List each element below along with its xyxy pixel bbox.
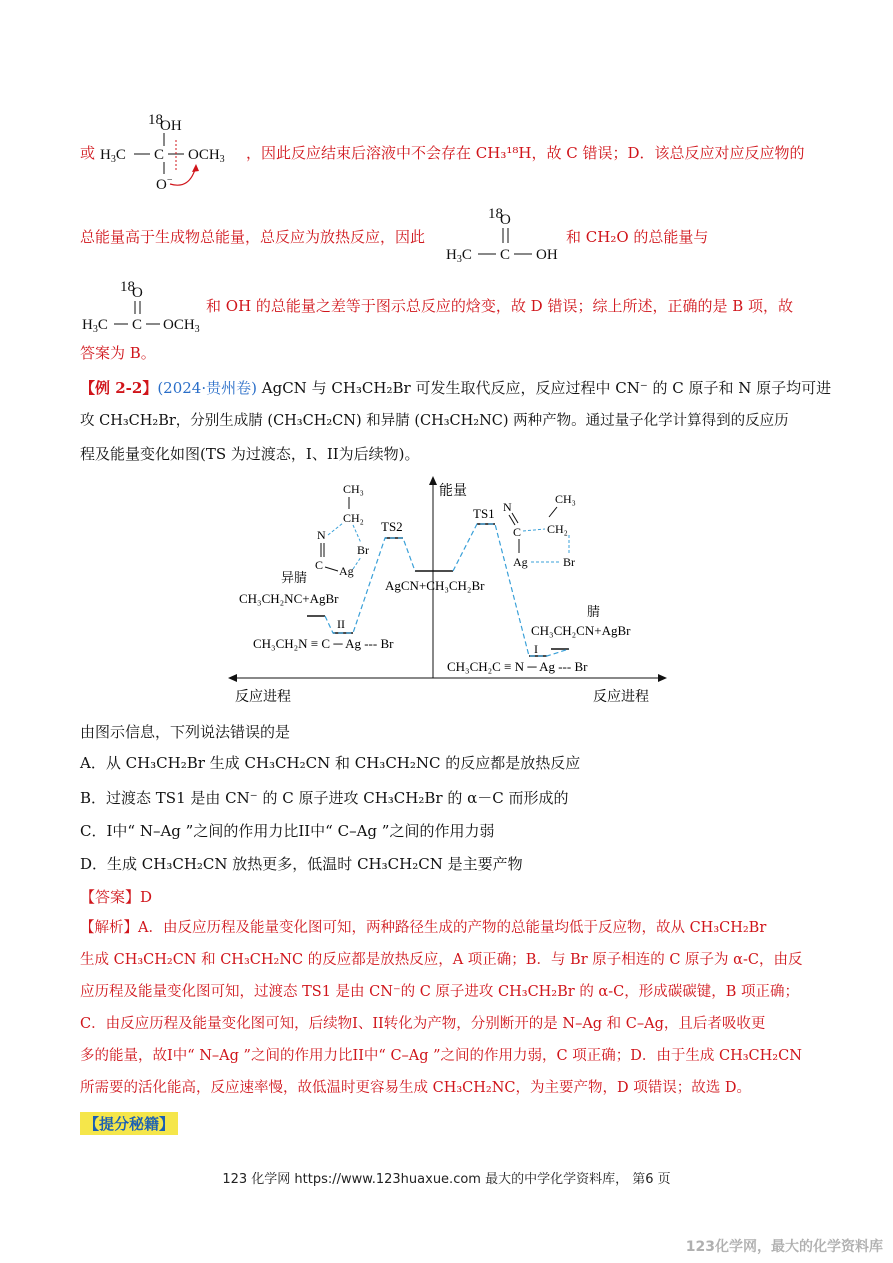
solution-line-2 (80, 226, 425, 248)
ts1-label: TS1 (473, 506, 495, 521)
question-stem: 由图示信息，下列说法错误的是 (80, 723, 291, 741)
solution-line-4 (80, 342, 156, 364)
svg-text:OCH3: $OCH_3$ (163, 317, 200, 335)
solution-line-3 (206, 295, 793, 317)
ts1-ag: Ag (513, 555, 528, 569)
example-stem-text: 攻 CH₃CH₂Br，分别生成腈 (CH₃CH₂CN) 和异腈 (CH₃CH₂NC) 两种产物。通过量子化学计算得到的反应历 (80, 413, 789, 429)
i-label: I (534, 642, 538, 656)
example-stem-line-1 (80, 377, 831, 399)
svg-text:O: O (132, 285, 143, 301)
i-structure: CH₃CH₂C ≡ N ─ Ag --- Br (447, 659, 588, 674)
ts2-n: N (317, 528, 326, 542)
nitrile-label: 腈 (587, 604, 601, 619)
reactant-label: AgCN+CH₃CH₂Br (385, 578, 485, 593)
svg-text:O−: O− (156, 175, 173, 193)
analysis-line-5: 多的能量，故I中“ N–Ag ”之间的作用力比II中“ C–Ag ”之间的作用力弱，C 项正确；D．由于生成 CH₃CH₂CN (80, 1048, 802, 1064)
analysis-line-6: 所需要的活化能高，反应速率慢，故低温时更容易生成 CH₃CH₂NC，为主要产物，D 项错误；故选 D。 (80, 1080, 751, 1096)
solution-prefix-or: 或 (80, 144, 96, 162)
page-footer: 123 化学网 https://www.123huaxue.com 最大的中学化学资料库， 第6 页 (222, 1172, 671, 1187)
right-axis-label: 反应进程 (593, 690, 649, 705)
left-axis-label: 反应进程 (235, 690, 291, 705)
answer: 【答案】D (80, 888, 153, 906)
svg-text:C: C (132, 317, 143, 333)
option-b: B．过渡态 TS1 是由 CN⁻ 的 C 原子进攻 CH₃CH₂Br 的 α－C 而形成的 (80, 789, 569, 807)
solution-text: ，因此反应结束后溶液中不会存在 CH₃¹⁸H，故 C 错误；D．该总反应对应反应物的 (246, 144, 805, 162)
ts1-br: Br (563, 555, 575, 569)
nitrile-product: CH₃CH₂CN+AgBr (531, 623, 631, 638)
solution-line-1 (80, 142, 95, 164)
solution-text: 答案为 B。 (80, 344, 156, 362)
ii-label: II (337, 617, 345, 631)
svg-text:C: C (500, 247, 511, 263)
example-stem-line-2 (80, 410, 789, 432)
ts2-ch2: CH₂ (343, 511, 364, 525)
ii-structure: CH₃CH₂N ≡ C ─ Ag --- Br (253, 636, 394, 651)
example-stem-text: 程及能量变化如图(TS 为过渡态，I、II为后续物)。 (80, 445, 420, 463)
svg-text:18: 18 (148, 112, 163, 128)
solution-line-2b (566, 226, 708, 248)
svg-text:H3C: $H_3C$ (100, 147, 126, 165)
option-a: A．从 CH₃CH₂Br 生成 CH₃CH₂CN 和 CH₃CH₂NC 的反应都是放热反应 (80, 754, 581, 772)
svg-text:18: 18 (120, 279, 135, 295)
structure-orthoester-intermediate (98, 110, 248, 195)
example-tag: 【例 2-2】 (80, 379, 158, 397)
svg-text:C: C (154, 147, 165, 163)
solution-text: 和 CH₂O 的总能量与 (566, 228, 709, 246)
isonitrile-label: 异腈 (281, 570, 308, 585)
ts1-ch2: CH₂ (547, 522, 568, 536)
solution-text: 和 OH 的总能量之差等于图示总反应的焓变，故 D 错误；综上所述，正确的是 B 项，故 (206, 297, 794, 315)
svg-text:OH: OH (536, 247, 558, 263)
ts2-label: TS2 (381, 519, 403, 534)
ts2-c: C (315, 558, 324, 572)
svg-text:OCH3: $OCH_3$ (188, 147, 225, 165)
ts2-ag: Ag (339, 564, 354, 578)
watermark: 123化学网，最大的化学资料库 (685, 1239, 883, 1255)
svg-text:H3C: $H_3C$ (446, 247, 472, 265)
ts1-ch3: CH₃ (555, 492, 576, 506)
tip-section-label: 【提分秘籍】 (80, 1112, 178, 1135)
option-c: C．I中“ N–Ag ”之间的作用力比II中“ C–Ag ”之间的作用力弱 (80, 822, 495, 840)
energy-profile-diagram (225, 473, 670, 713)
example-stem-text: AgCN 与 CH₃CH₂Br 可发生取代反应，反应过程中 CN⁻ 的 C 原子和 N 原子均可进 (261, 379, 832, 397)
structure-acetic-acid-18o (444, 205, 569, 267)
solution-line-1-rest (246, 142, 805, 164)
svg-text:O: O (500, 212, 511, 228)
ts1-n: N (503, 500, 512, 514)
analysis-line-4: C．由反应历程及能量变化图可知，后续物I、II转化为产物，分别断开的是 N–Ag 和 C–Ag，且后者吸收更 (80, 1016, 766, 1032)
ts1-c: C (513, 525, 522, 539)
analysis-line-3: 应历程及能量变化图可知，过渡态 TS1 是由 CN⁻的 C 原子进攻 CH₃CH₂Br 的 α-C，形成碳碳键，B 项正确； (80, 984, 799, 1000)
svg-text:OH: OH (160, 118, 182, 134)
svg-text:18: 18 (488, 206, 503, 222)
analysis-line-1: 【解析】A．由反应历程及能量变化图可知，两种路径生成的产物的总能量均低于反应物，故从 CH₃CH₂Br (80, 920, 767, 936)
example-source: (2024·贵州卷) (157, 379, 257, 397)
ts2-br: Br (357, 543, 369, 557)
energy-label: 能量 (439, 484, 467, 499)
isonitrile-product: CH₃CH₂NC+AgBr (239, 591, 339, 606)
solution-text: 总能量高于生成物总能量，总反应为放热反应，因此 (80, 228, 426, 246)
ts2-ch3: CH₃ (343, 482, 364, 496)
analysis-line-2: 生成 CH₃CH₂CN 和 CH₃CH₂NC 的反应都是放热反应，A 项正确；B．与 Br 原子相连的 C 原子为 α-C，由反 (80, 952, 803, 968)
option-d: D．生成 CH₃CH₂CN 放热更多，低温时 CH₃CH₂CN 是主要产物 (80, 855, 523, 873)
example-stem-line-3 (80, 443, 420, 465)
structure-methyl-acetate-18o (80, 278, 210, 336)
svg-text:H3C: $H_3C$ (82, 317, 108, 335)
